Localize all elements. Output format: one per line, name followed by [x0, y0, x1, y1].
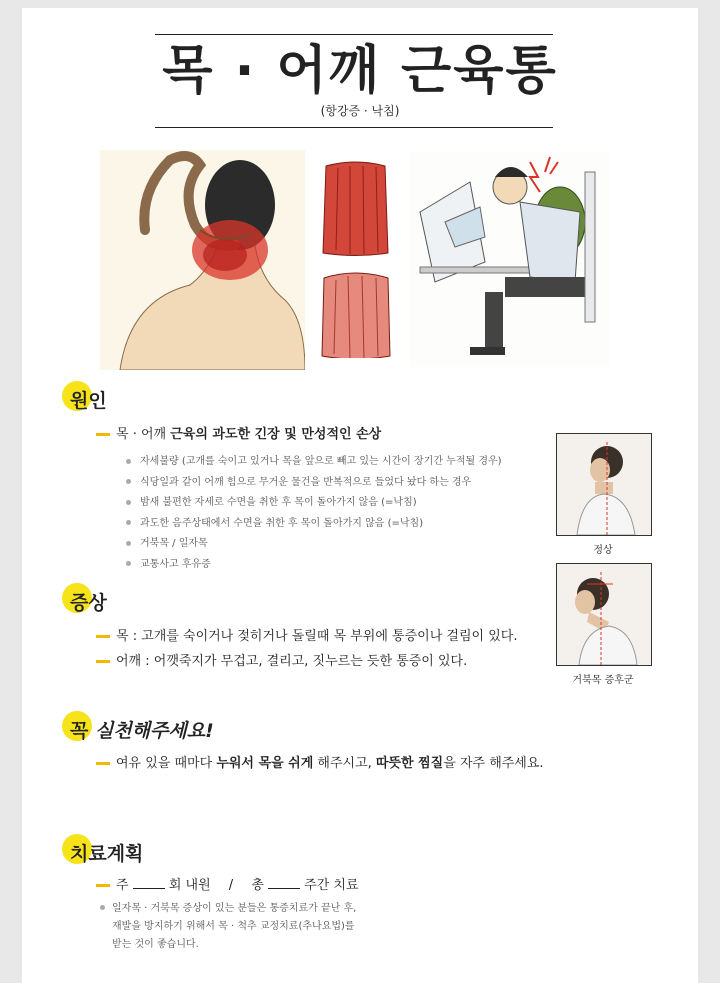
bottom-rule — [155, 127, 553, 128]
turtle-photo-caption: 거북목 증후군 — [572, 675, 634, 686]
list-item: 식당일과 같이 어깨 힘으로 무거운 물건을 반복적으로 들었다 놨다 하는 경우 — [126, 473, 502, 494]
symptom-line-shoulder: 어깨 : 어깻죽지가 무겁고, 결리고, 짓누르는 듯한 통증이 있다. — [96, 650, 467, 669]
turtle-neck-photo — [556, 563, 652, 666]
normal-posture-figure — [557, 434, 651, 535]
cause-list — [126, 452, 502, 575]
muscle-fiber-illustration — [318, 158, 393, 358]
cause-main-line: 목 · 어깨 근육의 과도한 긴장 및 만성적인 손상 — [96, 423, 381, 442]
list-item: 거북목 / 일자목 — [126, 534, 502, 555]
turtle-neck-figure — [557, 564, 651, 665]
page-title: 목 · 어깨 근육통 — [162, 41, 558, 101]
list-item: 자세불량 (고개를 숙이고 있거나 목을 앞으로 빼고 있는 시간이 장기간 누적될 경우) — [126, 452, 502, 473]
section-heading-cause: 원인 — [70, 390, 107, 412]
note-bullet — [100, 905, 105, 910]
list-item: 밤새 불편한 자세로 수면을 취한 후 목이 돌아가지 않음 (=낙침) — [126, 493, 502, 514]
normal-posture-photo — [556, 433, 652, 536]
normal-photo-caption: 정상 — [593, 545, 613, 556]
symptom-line-neck: 목 : 고개를 숙이거나 젖히거나 돌릴때 목 부위에 통증이나 걸림이 있다. — [96, 625, 517, 644]
page-subtitle: (항강증 · 낙침) — [320, 104, 400, 118]
section-heading-practice: 꼭 실천해주세요! — [70, 720, 214, 742]
section-heading-plan: 치료계획 — [70, 843, 144, 865]
list-item: 교통사고 후유증 — [126, 555, 502, 576]
plan-schedule-line: 주 회 내원 / 총 주간 치료 — [96, 874, 359, 893]
total-weeks-blank[interactable] — [268, 876, 300, 889]
list-item: 과도한 음주상태에서 수면을 취한 후 목이 돌아가지 않음 (=낙침) — [126, 514, 502, 535]
neck-pain-illustration — [100, 150, 305, 370]
weekly-visits-blank[interactable] — [133, 876, 165, 889]
top-rule — [155, 34, 553, 35]
bullet-dash — [96, 433, 110, 436]
practice-line: 여유 있을 때마다 누워서 목을 쉬게 해주시고, 따뜻한 찜질을 자주 해주세요. — [96, 752, 544, 771]
plan-note: 일자목 · 거북목 증상이 있는 분들은 통증치료가 끝난 후, 재발을 방지하기 위해서 목 · 척추 교정치료(추나요법)를 받는 것이 좋습니다. — [112, 903, 357, 950]
section-heading-symptom: 증상 — [70, 592, 107, 614]
computer-posture-illustration — [410, 152, 610, 367]
